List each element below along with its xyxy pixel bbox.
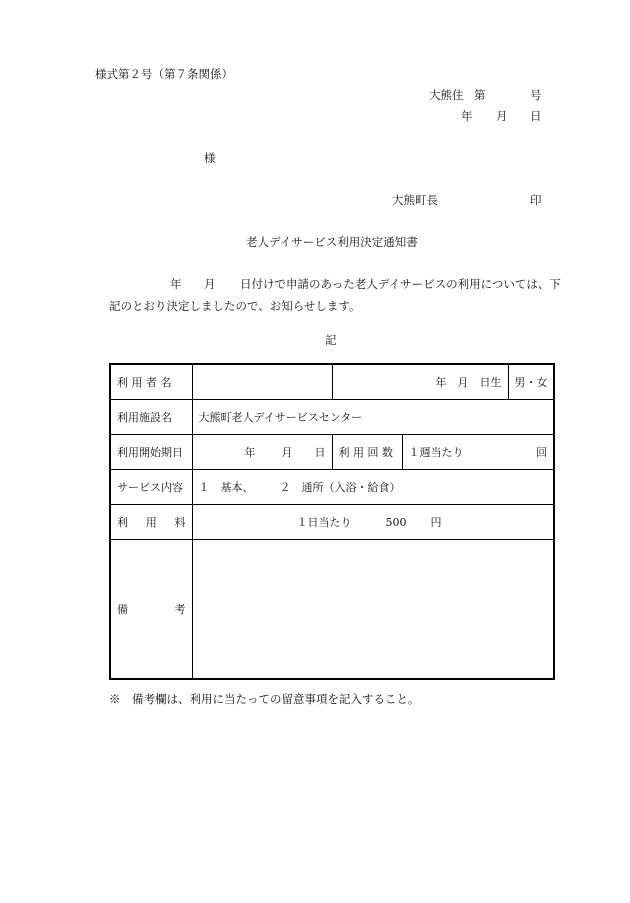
- fee-unit: 円: [430, 516, 442, 529]
- date-day: 日: [530, 109, 542, 123]
- row-start-date: [110, 435, 554, 470]
- birth-date: 年 月 日生: [332, 364, 508, 400]
- fee-value: [192, 505, 554, 540]
- body-year: 年: [170, 277, 182, 291]
- doc-number-go: 号: [530, 88, 542, 102]
- doc-number-dai: 第: [474, 88, 486, 102]
- row-fee: [110, 505, 554, 540]
- doc-number-prefix: 大熊住: [429, 88, 464, 102]
- fee-amount: 500: [385, 516, 407, 529]
- fee-per-day: １日当たり: [296, 516, 352, 529]
- body-line2: 記のとおり決定しましたので、お知らせします。: [109, 299, 361, 313]
- fee-label-ri: 利: [117, 516, 128, 529]
- remarks-label-bi: 備: [117, 603, 128, 616]
- document-title: 老人デイサービス利用決定通知書: [246, 235, 418, 249]
- fee-label-you: 用: [145, 516, 157, 529]
- row-user-name: [110, 364, 554, 400]
- row-remarks: [110, 540, 554, 680]
- start-year: 年: [244, 446, 256, 459]
- start-date-label: 利用開始期日: [110, 435, 192, 470]
- per-week: １週当たり: [408, 446, 464, 459]
- fee-label: [110, 505, 192, 540]
- service-item1: １ 基本、: [198, 481, 254, 494]
- gender: 男・女: [508, 364, 554, 400]
- start-day: 日: [314, 446, 326, 459]
- sender-title: 大熊町長: [392, 193, 438, 207]
- recipient-suffix: 様: [204, 151, 216, 165]
- body-line1: 日付けで申請のあった老人デイサービスの利用については、下: [240, 277, 561, 291]
- service-label: サービス内容: [110, 470, 192, 505]
- facility-value: 大熊町老人デイサービスセンター: [192, 400, 554, 435]
- row-facility: [110, 400, 554, 435]
- sender-seal: 印: [530, 193, 542, 207]
- service-value: [192, 470, 554, 505]
- date-year: 年: [461, 109, 473, 123]
- user-name-value: [192, 364, 332, 400]
- footnote: ※ 備考欄は、利用に当たっての留意事項を記入すること。: [109, 692, 420, 706]
- body-month: 月: [204, 277, 216, 291]
- count-label: 利 用 回 数: [332, 435, 402, 470]
- start-date-value: [192, 435, 332, 470]
- count-value: [402, 435, 554, 470]
- ki-label: 記: [325, 333, 337, 347]
- facility-label: 利用施設名: [110, 400, 192, 435]
- form-code: 様式第２号（第７条関係）: [95, 67, 233, 81]
- start-month: 月: [281, 446, 293, 459]
- fee-label-ryou: 料: [174, 516, 186, 529]
- date-month: 月: [496, 109, 508, 123]
- remarks-value: [192, 540, 554, 680]
- row-service: [110, 470, 554, 505]
- decision-table: [109, 363, 555, 680]
- service-item2: ２ 通所（入浴・給食）: [279, 481, 401, 494]
- remarks-label: [110, 540, 192, 680]
- kai: 回: [536, 446, 547, 459]
- remarks-label-kou: 考: [174, 603, 186, 616]
- user-name-label: 利 用 者 名: [110, 364, 192, 400]
